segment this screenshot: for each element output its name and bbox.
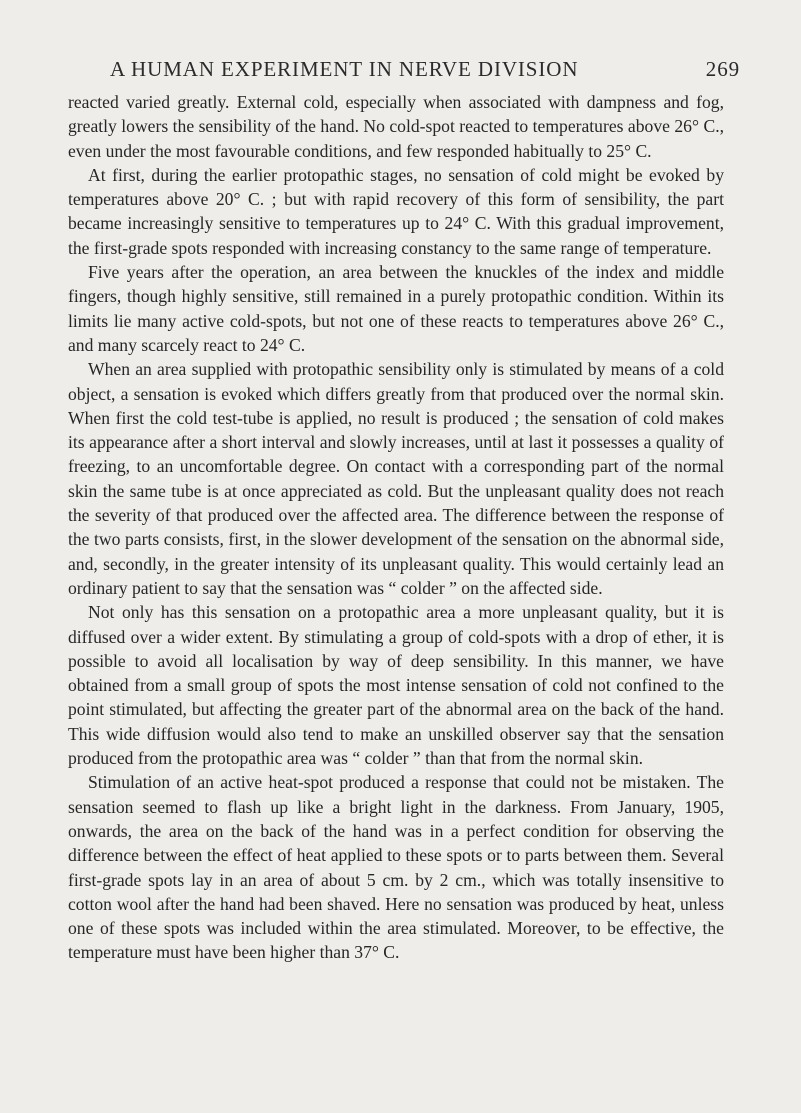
paragraph-continued: reacted varied greatly. External cold, especially when associated with dampness and fog, greatly lowers the sensibility of the hand. No cold-spot reacted to temperatures above 26° C., even under the most favourable conditions, and few responded habitually to 25° C. [68, 92, 724, 161]
paragraph: Stimulation of an active heat-spot produced a response that could not be mistaken. The sensation seemed to flash up like a bright light in the darkness. From January, 1905, onwards, the area on the back of the hand was in a perfect condition for observing the difference between the effect of heat applied to these spots or to parts between them. Several first-grade spots lay in an area of about 5 cm. by 2 cm., which was totally insensitive to cotton wool after the hand had been shaved. Here no sensation was produced by heat, unless one of these spots was included within the area stimulated. Moreover, to be effective, the temperature must have been higher than 37° C. [68, 772, 724, 963]
paragraph: At first, during the earlier protopathic stages, no sensation of cold might be evoked by temperatures above 20° C. ; but with rapid recovery of this form of sensibility, the part became increasingly sensitive to temperatures up to 24° C. With this gradual improvement, the first-grade spots responded with increasing constancy to the same range of temperature. [68, 164, 724, 258]
paragraph: Not only has this sensation on a protopathic area a more unpleasant quality, but it is diffused over a wider extent. By stimulating a group of cold-spots with a drop of ether, it is possible to avoid all localisation by way of deep sensibility. In this manner, we have obtained from a small group of spots the most intense sensation of cold not confined to the point stimulated, but affecting the greater part of the abnormal area on the back of the hand. This wide diffusion would also tend to make an unskilled observer say that the sensation produced from the protopathic area was “ colder ” than that from the normal skin. [68, 602, 724, 769]
running-title: A HUMAN EXPERIMENT IN NERVE DIVISION [110, 57, 579, 81]
page-number: 269 [705, 57, 740, 81]
running-head [68, 52, 740, 88]
body-text [68, 90, 724, 965]
book-page [68, 52, 740, 965]
paragraph: Five years after the operation, an area between the knuckles of the index and middle fingers, though highly sensitive, still remained in a purely protopathic condition. Within its limits lie many active cold-spots, but not one of these reacts to temperatures above 26° C., and many scarcely react to 24° C. [68, 262, 724, 355]
paragraph: When an area supplied with protopathic sensibility only is stimulated by means of a cold object, a sensation is evoked which differs greatly from that produced over the normal skin. When first the cold test-tube is applied, no result is produced ; the sensation of cold makes its appearance after a short interval and slowly increases, until at last it possesses a quality of freezing, to an uncomfortable degree. On contact with a corresponding part of the normal skin the same tube is at once appreciated as cold. But the unpleasant quality does not reach the severity of that produced over the affected area. The difference between the response of the two parts consists, first, in the slower development of the sensation on the abnormal side, and, secondly, in the greater intensity of its unpleasant quality. This would certainly lead an ordinary patient to say that the sensation was “ colder ” on the affected side. [68, 359, 724, 598]
